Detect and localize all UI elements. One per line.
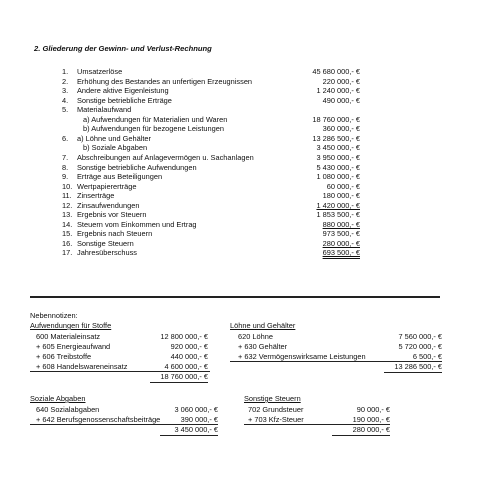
guv-row-label: Ergebnis nach Steuern (77, 229, 153, 239)
guv-row-amount: 5 430 000,- € (316, 162, 360, 172)
guv-row-number: 2. (62, 76, 69, 86)
note-total-line (150, 382, 208, 383)
guv-row-label: Zinserträge (77, 191, 115, 201)
guv-row-amount: 1 080 000,- € (316, 172, 360, 182)
guv-row-number: 16. (62, 238, 73, 248)
note-item-label: + 608 Handelswareneinsatz (36, 362, 128, 371)
guv-row-amount: 45 680 000,- € (312, 67, 360, 76)
guv-row-amount: 973 500,- € (322, 229, 360, 239)
note-item-label: + 703 Kfz-Steuer (248, 415, 304, 424)
note-total: 13 286 500,- € (394, 362, 442, 371)
guv-row-number: 13. (62, 210, 73, 220)
guv-row-label: Ergebnis vor Steuern (77, 210, 147, 220)
note-block-title: Löhne und Gehälter (230, 321, 296, 330)
guv-row-number: 5. (62, 105, 69, 115)
guv-row-amount: 1 853 500,- € (316, 210, 360, 220)
note-item-label: + 630 Gehälter (238, 342, 288, 351)
guv-row-label: Sonstige betriebliche Erträge (77, 95, 172, 105)
guv-row-amount: 18 760 000,- € (312, 114, 360, 124)
note-block-title: Sonstige Steuern (244, 394, 301, 403)
note-total: 280 000,- € (352, 425, 390, 434)
note-total-line (332, 435, 390, 436)
guv-row-number: 11. (62, 191, 72, 201)
guv-row-amount: 180 000,- € (322, 191, 360, 201)
guv-row-amount: 3 950 000,- € (316, 152, 360, 162)
note-item-label: + 632 Vermögenswirksame Leistungen (238, 352, 366, 361)
note-item-label: 620 Löhne (238, 332, 273, 341)
guv-row-label: Umsatzerlöse (77, 67, 123, 76)
guv-row-label: Sonstige betriebliche Aufwendungen (77, 162, 197, 172)
guv-row-number: 10. (62, 181, 73, 191)
note-item-label: + 606 Treibstoffe (36, 352, 92, 361)
guv-row-label: b) Aufwendungen für bezogene Leistungen (83, 124, 224, 134)
note-total: 18 760 000,- € (160, 372, 208, 381)
guv-row-amount: 1 240 000,- € (316, 86, 360, 96)
note-item-label: + 642 Berufsgenossenschaftsbeiträge (36, 415, 161, 424)
guv-row-amount: 60 000,- € (326, 181, 360, 191)
guv-row-label: Wertpapiererträge (77, 181, 137, 191)
section-title: 2. Gliederung der Gewinn- und Verlust-Rechnung (34, 44, 212, 53)
guv-row-label: Steuern vom Einkommen und Ertrag (77, 219, 197, 229)
note-item-amount: 5 720 000,- € (398, 342, 442, 351)
guv-row-amount: 1 420 000,- € (316, 200, 360, 210)
note-block-title: Aufwendungen für Stoffe (30, 321, 112, 330)
guv-row-label: Materialaufwand (77, 105, 132, 115)
guv-row-number: 14. (62, 219, 73, 229)
guv-row-number: 1. (62, 67, 69, 76)
guv-row-number: 3. (62, 86, 69, 96)
guv-row-number: 9. (62, 172, 69, 182)
nebennotizen-heading: Nebennotizen: (30, 311, 78, 320)
note-block-title: Soziale Abgaben (30, 394, 86, 403)
guv-row-amount: 280 000,- € (322, 238, 360, 248)
guv-row-number: 17. (62, 248, 73, 258)
note-total: 3 450 000,- € (174, 425, 218, 434)
note-item-amount: 6 500,- € (412, 352, 442, 361)
guv-row-label: Andere aktive Eigenleistung (77, 86, 169, 96)
guv-row-label: Erhöhung des Bestandes an unfertigen Erzeugnissen (77, 76, 253, 86)
guv-row-label: Abschreibungen auf Anlagevermögen u. Sachanlagen (77, 152, 254, 162)
note-item-label: 600 Materialeinsatz (36, 332, 101, 341)
note-item-amount: 3 060 000,- € (174, 405, 218, 414)
guv-row-amount: 13 286 500,- € (312, 133, 360, 143)
guv-row-number: 6. (62, 133, 69, 143)
guv-row-amount: 490 000,- € (322, 95, 360, 105)
guv-row-number: 8. (62, 162, 69, 172)
guv-row-amount: 693 500,- € (322, 248, 360, 258)
note-item-label: + 605 Energieaufwand (36, 342, 111, 351)
note-item-label: 702 Grundsteuer (248, 405, 304, 414)
note-item-amount: 12 800 000,- € (160, 332, 208, 341)
guv-row-label: Zinsaufwendungen (77, 200, 140, 210)
guv-row-label: a) Aufwendungen für Materialien und Waren (83, 114, 228, 124)
note-item-amount: 90 000,- € (356, 405, 390, 414)
note-total-line (160, 435, 218, 436)
guv-row-number: 12. (62, 200, 73, 210)
note-item-label: 640 Sozialabgaben (36, 405, 100, 414)
guv-row-label: Jahresüberschuss (77, 248, 137, 258)
guv-row-label: Erträge aus Beteiligungen (77, 172, 163, 182)
guv-row-amount: 360 000,- € (322, 124, 360, 134)
guv-row-number: 7. (62, 152, 69, 162)
note-item-amount: 390 000,- € (180, 415, 218, 424)
guv-row-number: 4. (62, 95, 69, 105)
guv-row-label: a) Löhne und Gehälter (77, 133, 151, 143)
guv-row-amount: 880 000,- € (322, 219, 360, 229)
guv-row-label: b) Soziale Abgaben (83, 143, 148, 153)
section-divider (30, 296, 440, 298)
guv-row-label: Sonstige Steuern (77, 238, 134, 248)
note-item-amount: 190 000,- € (352, 415, 390, 424)
note-total-line (384, 372, 442, 373)
note-item-amount: 920 000,- € (170, 342, 208, 351)
note-item-amount: 4 600 000,- € (164, 362, 208, 371)
note-item-amount: 7 560 000,- € (398, 332, 442, 341)
guv-row-amount: 220 000,- € (322, 76, 360, 86)
guv-row-amount: 3 450 000,- € (316, 143, 360, 153)
guv-row-number: 15. (62, 229, 73, 239)
note-item-amount: 440 000,- € (170, 352, 208, 361)
